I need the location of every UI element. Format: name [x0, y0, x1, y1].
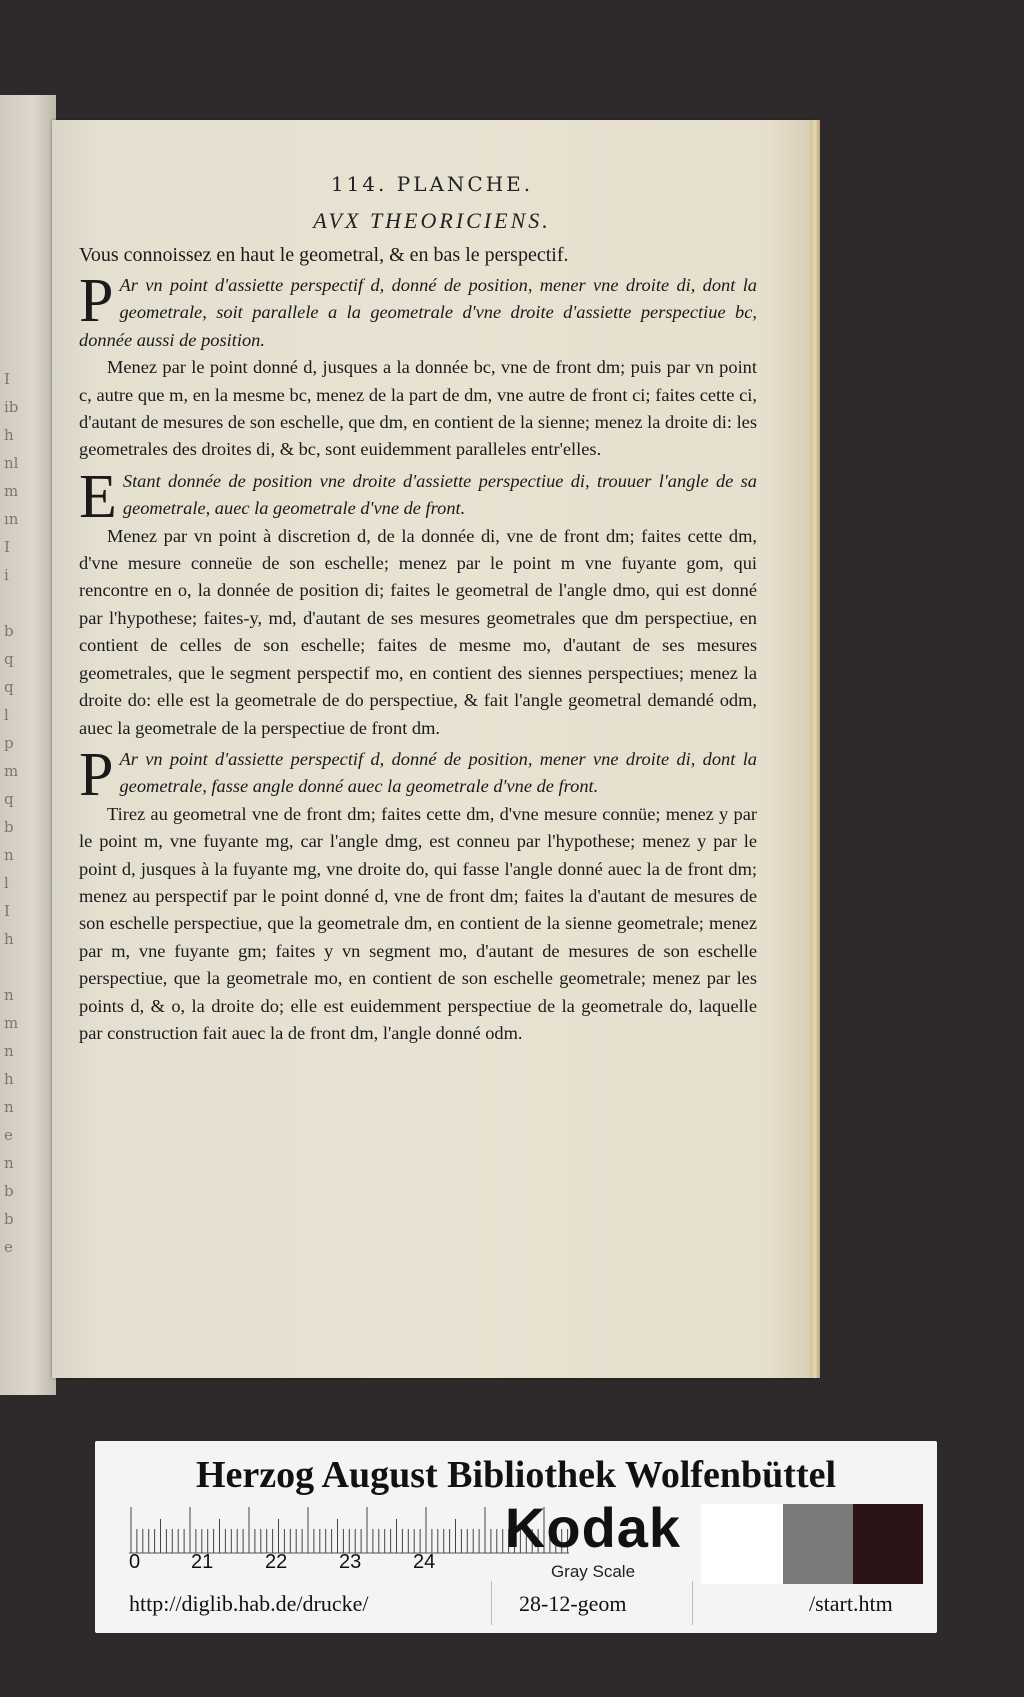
section-title: AVX THEORICIENS.	[313, 208, 551, 233]
ruler-label: 22	[265, 1551, 288, 1573]
url-suffix: /start.htm	[809, 1591, 893, 1616]
solution-2: Menez par vn point à discretion d, de la donnée di, vne de front dm; faites cette dm, d'vne mesure conneüe de son eschelle; menez par le point m vne fuyante gom, qui rencontre en o, la donnée de position di; faites le geometral de l'angle dmo, qui est donné par l'hypothese; faites-y, md, d'autant de ses mesures geometrales que dm perspectiue, en contient de celles de son eschelle; faites de mesme mo, d'autant de ses mesures geometrales, que le segment perspectif mo, en contient des siennes perspectiues; menez la droite do: elle est la geometrale de do perspectiue, & fait l'angle geometral demandé odm, auec la geometrale de la perspectiue de front dm.	[79, 525, 757, 738]
facing-page-bleed-marks: I ib h nl m ın I i b q q l p m q b n l I h n m n h n e n b b e	[4, 370, 19, 1256]
facing-page-edge	[0, 95, 56, 1395]
url-id: 28-12-geom	[519, 1591, 627, 1616]
page-header: 114. PLANCHE.	[330, 172, 534, 196]
page-edge	[810, 120, 820, 1378]
proposition-1	[79, 267, 757, 354]
proposition-text: Stant donnée de position vne droite d'assiette perspectiue di, trouuer l'angle de sa geometrale, auec la geometrale d'vne de front.	[122, 470, 757, 519]
kodak-logo: Kodak	[504, 1496, 682, 1559]
proposition-2	[79, 462, 757, 531]
ruler-label: 23	[339, 1551, 362, 1573]
proposition-text: Ar vn point d'assiette perspectif d, donné de position, mener vne droite di, dont la geometrale, fasse angle donné auec la geometrale d'vne de front.	[119, 748, 757, 797]
dropcap: P	[79, 267, 114, 335]
dropcap: P	[79, 740, 114, 809]
proposition-3	[79, 740, 757, 809]
solution-1: Menez par le point donné d, jusques a la donnée bc, vne de front dm; puis par vn point c, autre que m, en la mesme bc, menez de la part de dm, vne autre de front ci; faites cette ci, d'autant de mesures de son eschelle, que dm, en contient de la sienne; menez la droite di: les geometrales des droites di, & bc, sont euidemment paralleles entr'elles.	[79, 357, 757, 460]
solution-3: Tirez au geometral vne de front dm; faites cette dm, d'vne mesure connüe; menez y par le point m, vne fuyante mg, car l'angle dmg, est conneu par l'hypothese; menez y par le point d, jusques à la fuyante mg, vne droite do, qui fasse l'angle donné auec la de front dm; menez au perspectif par le point donné d, vne de front dm; faites la d'autant de mesures de son eschelle perspectiue, que la geometrale dm, en contient de la sienne geometrale; menez par m, vne fuyante gm; faites y vn segment mo, d'autant de mesures de son eschelle perspectiue, que la geometrale mo, en contient de son eschelle geometrale; menez par les points d, & o, la droite do; elle est euidemment perspectiue de la geometrale do, laquelle par construction fait auec la de front dm, l'angle donné odm.	[79, 803, 757, 1043]
ruler-label: 24	[413, 1551, 436, 1573]
page-body	[79, 240, 757, 1047]
book-page	[52, 120, 812, 1378]
color-target-card	[95, 1441, 937, 1633]
gray-patch-white	[701, 1504, 783, 1584]
dropcap: E	[79, 462, 117, 531]
proposition-text: Ar vn point d'assiette perspectif d, donné de position, mener vne droite di, dont la geometrale, soit parallele a la geometrale d'vne droite d'assiette perspectiue bc, donnée aussi de position.	[79, 275, 757, 350]
ruler-label: 0	[129, 1551, 141, 1573]
library-name: Herzog August Bibliothek Wolfenbüttel	[195, 1454, 837, 1496]
gray-patch-dark	[853, 1504, 923, 1584]
gray-patch-mid	[783, 1504, 853, 1584]
gray-scale-label: Gray Scale	[550, 1562, 636, 1581]
url-prefix: http://diglib.hab.de/drucke/	[129, 1591, 369, 1616]
intro-line: Vous connoissez en haut le geometral, & en bas le perspectif.	[79, 244, 569, 266]
ruler-label: 21	[191, 1551, 214, 1573]
